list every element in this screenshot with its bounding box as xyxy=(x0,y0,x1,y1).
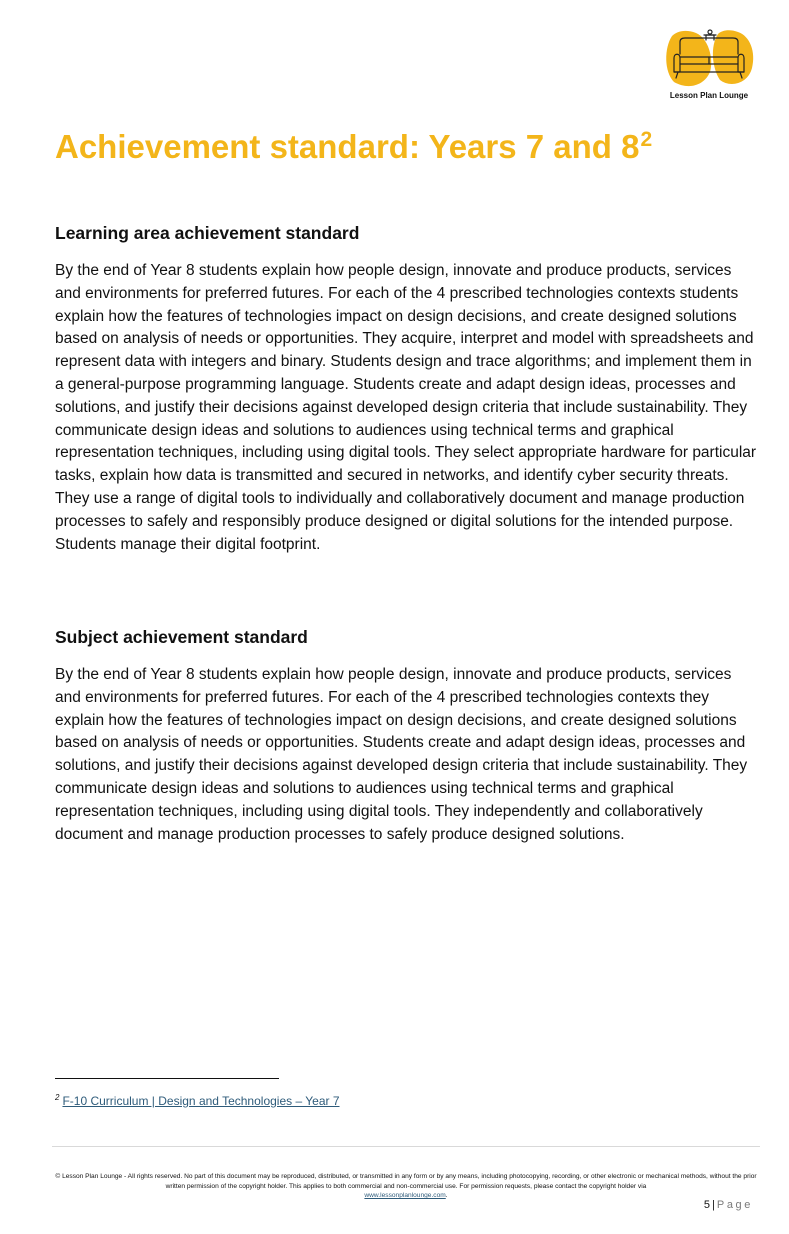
couch-logo-icon xyxy=(662,28,756,90)
subject-paragraph: By the end of Year 8 students explain how people design, innovate and produce products, services and environments for preferred futures. For each of the 4 prescribed technologies contexts they explain how the features of technologies impact on design decisions, and create designed solutions based on analysis of needs or opportunities. Students create and adapt design ideas, processes and solutions, and justify their decisions against developed design criteria that include sustainability. They communicate design ideas and solutions to audiences using technical terms and graphical representation techniques, including using digital tools. They independently and collaboratively document and manage production processes to safely produce designed solutions. xyxy=(55,666,748,843)
copyright-notice xyxy=(52,1172,760,1201)
footnote-link[interactable]: F-10 Curriculum | Design and Technologies – Year 7 xyxy=(62,1094,340,1108)
page-title xyxy=(55,128,652,166)
footnote-number: 2 xyxy=(55,1093,60,1102)
website-link[interactable]: www.lessonplanlounge.com xyxy=(364,1192,446,1199)
copyright-text: © Lesson Plan Lounge - All rights reserved. No part of this document may be reproduced, distributed, or transmitted in any form or by any means, including photocopying, recording, or other electronic or mechanical methods, without the prior written permission of the copyright holder. This applies to both commercial and non-commercial use. For permission requests, please contact the copyright holder via xyxy=(55,1173,757,1190)
footnote-separator xyxy=(55,1078,279,1079)
page-label: Page xyxy=(716,1199,753,1211)
lesson-plan-lounge-logo xyxy=(658,28,760,104)
learning-area-paragraph: By the end of Year 8 students explain how people design, innovate and produce products, services and environments for preferred futures. For each of the 4 prescribed technologies contexts students explain how the features of technologies impact on design decisions, and create designed solutions based on analysis of needs or opportunities. They acquire, interpret and model with spreadsheets and represent data with integers and binary. Students design and trace algorithms; and implement them in a general-purpose programming language. Students create and adapt design ideas, processes and solutions, and justify their decisions against developed design criteria that include sustainability. They communicate design ideas and solutions to audiences using technical terms and graphical representation techniques, including using digital tools. They select appropriate hardware for particular tasks, explain how data is transmitted and secured in networks, and identify cyber security threats. They use a range of digital tools to individually and collaboratively document and manage production processes to safely and responsibly produce designed or digital solutions for the intended purpose. Students manage their digital footprint. xyxy=(55,262,757,553)
learning-area-heading: Learning area achievement standard xyxy=(55,223,360,243)
title-footnote-ref[interactable]: 2 xyxy=(640,128,653,151)
page-separator: | xyxy=(712,1199,715,1211)
logo-text: Lesson Plan Lounge xyxy=(669,91,749,100)
page-title-text: Achievement standard: Years 7 and 8 xyxy=(55,128,640,165)
page-number xyxy=(704,1199,753,1211)
subject-heading: Subject achievement standard xyxy=(55,627,308,647)
website-suffix: . xyxy=(445,1192,448,1199)
footer-divider xyxy=(52,1146,760,1147)
footnote xyxy=(55,1093,340,1108)
page-number-value: 5 xyxy=(703,1199,711,1211)
